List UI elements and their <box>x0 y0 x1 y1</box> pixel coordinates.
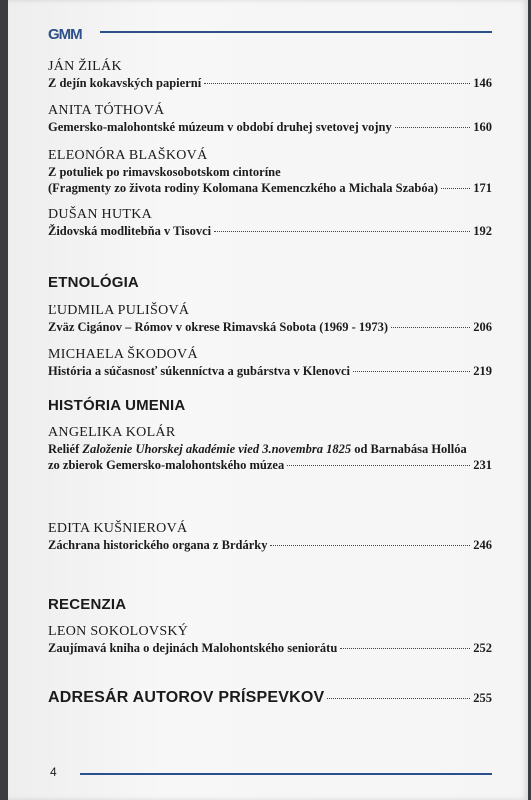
entry-title-line <box>48 223 492 239</box>
entry-title-line <box>48 640 492 656</box>
entry-page: 252 <box>473 641 492 655</box>
entry-title-prefix: Reliéf <box>48 442 83 456</box>
section-heading-adresar: ADRESÁR AUTOROV PRÍSPEVKOV <box>48 689 325 706</box>
footer-rule <box>80 773 492 775</box>
leader-dots <box>204 83 470 84</box>
header-rule <box>100 31 492 33</box>
toc-entry[interactable] <box>48 147 492 196</box>
leader-dots <box>391 327 470 328</box>
entry-page: 206 <box>473 320 492 334</box>
leader-dots <box>270 545 470 546</box>
entry-author: ĽUDMILA PULIŠOVÁ <box>48 303 190 318</box>
entry-author: JÁN ŽILÁK <box>48 59 122 74</box>
entry-title <box>48 441 492 457</box>
entry-title-line <box>48 180 492 196</box>
toc-entry[interactable] <box>48 424 492 473</box>
entry-page: 146 <box>473 76 492 90</box>
toc-entry[interactable] <box>48 623 492 656</box>
entry-title-suffix: od Barnabása Hollóa <box>351 442 467 456</box>
entry-title: Zväz Cigánov – Rómov v okrese Rimavská Sobota (1969 - 1973) <box>48 320 389 334</box>
entry-author: DUŠAN HUTKA <box>48 207 153 222</box>
toc-entry[interactable] <box>48 102 492 135</box>
toc-entry[interactable] <box>48 58 492 91</box>
entry-title-line <box>48 457 492 473</box>
entry-title-line <box>48 319 492 335</box>
entry-author: EDITA KUŠNIEROVÁ <box>48 521 188 536</box>
entry-title: Židovská modlitebňa v Tisovci <box>48 224 212 238</box>
entry-author: ANGELIKA KOLÁR <box>48 425 176 440</box>
entry-author: MICHAELA ŠKODOVÁ <box>48 347 198 362</box>
entry-title-line <box>48 119 492 135</box>
section-heading-historia-umenia: HISTÓRIA UMENIA <box>48 397 186 414</box>
section-heading-etnologia: ETNOLÓGIA <box>48 274 139 291</box>
entry-title: Zaujímavá kniha o dejinách Malohontského seniorátu <box>48 641 338 655</box>
entry-page: 219 <box>473 364 492 378</box>
entry-title-line <box>48 690 492 706</box>
toc-entry-adresar[interactable] <box>48 690 492 706</box>
leader-dots <box>441 188 470 189</box>
leader-dots <box>340 648 470 649</box>
entry-title-line <box>48 363 492 379</box>
entry-title-line <box>48 537 492 553</box>
entry-title-line <box>48 75 492 91</box>
entry-page: 160 <box>473 120 492 134</box>
entry-title-italic: Založenie Uhorskej akadémie vied 3.novembra 1825 <box>82 442 352 456</box>
entry-title: Z potuliek po rimavskosobotskom cintoríne <box>48 165 281 179</box>
leader-dots <box>395 127 471 128</box>
leader-dots <box>214 231 470 232</box>
entry-page: 231 <box>473 458 492 472</box>
entry-title: Gemersko-malohontské múzeum v období druhej svetovej vojny <box>48 120 392 134</box>
entry-title-continued: (Fragmenty zo života rodiny Kolomana Kemenczkého a Michala Szabóa) <box>48 181 439 195</box>
entry-title-continued: zo zbierok Gemersko-malohontského múzea <box>48 458 285 472</box>
entry-page: 246 <box>473 538 492 552</box>
entry-title: Z dejín kokavských papierní <box>48 76 202 90</box>
entry-page: 192 <box>473 224 492 238</box>
leader-dots <box>287 465 470 466</box>
gmm-logo-icon: GMM <box>48 26 82 43</box>
leader-dots <box>327 698 470 699</box>
leader-dots <box>353 371 470 372</box>
entry-author: ANITA TÓTHOVÁ <box>48 103 165 118</box>
toc-entry[interactable] <box>48 302 492 335</box>
entry-title: História a súčasnosť súkenníctva a gubárstva v Klenovci <box>48 364 351 378</box>
entry-page: 255 <box>473 691 492 705</box>
section-heading-recenzia: RECENZIA <box>48 596 127 613</box>
toc-entry[interactable] <box>48 520 492 553</box>
entry-author: LEON SOKOLOVSKÝ <box>48 624 189 639</box>
entry-page: 171 <box>473 181 492 195</box>
entry-author: ELEONÓRA BLAŠKOVÁ <box>48 148 208 163</box>
museum-logo <box>48 26 104 46</box>
toc-entry[interactable] <box>48 346 492 379</box>
entry-title: Záchrana historického organa z Brdárky <box>48 538 268 552</box>
toc-entry[interactable] <box>48 206 492 239</box>
toc-page <box>8 0 528 800</box>
page-number: 4 <box>50 765 57 779</box>
